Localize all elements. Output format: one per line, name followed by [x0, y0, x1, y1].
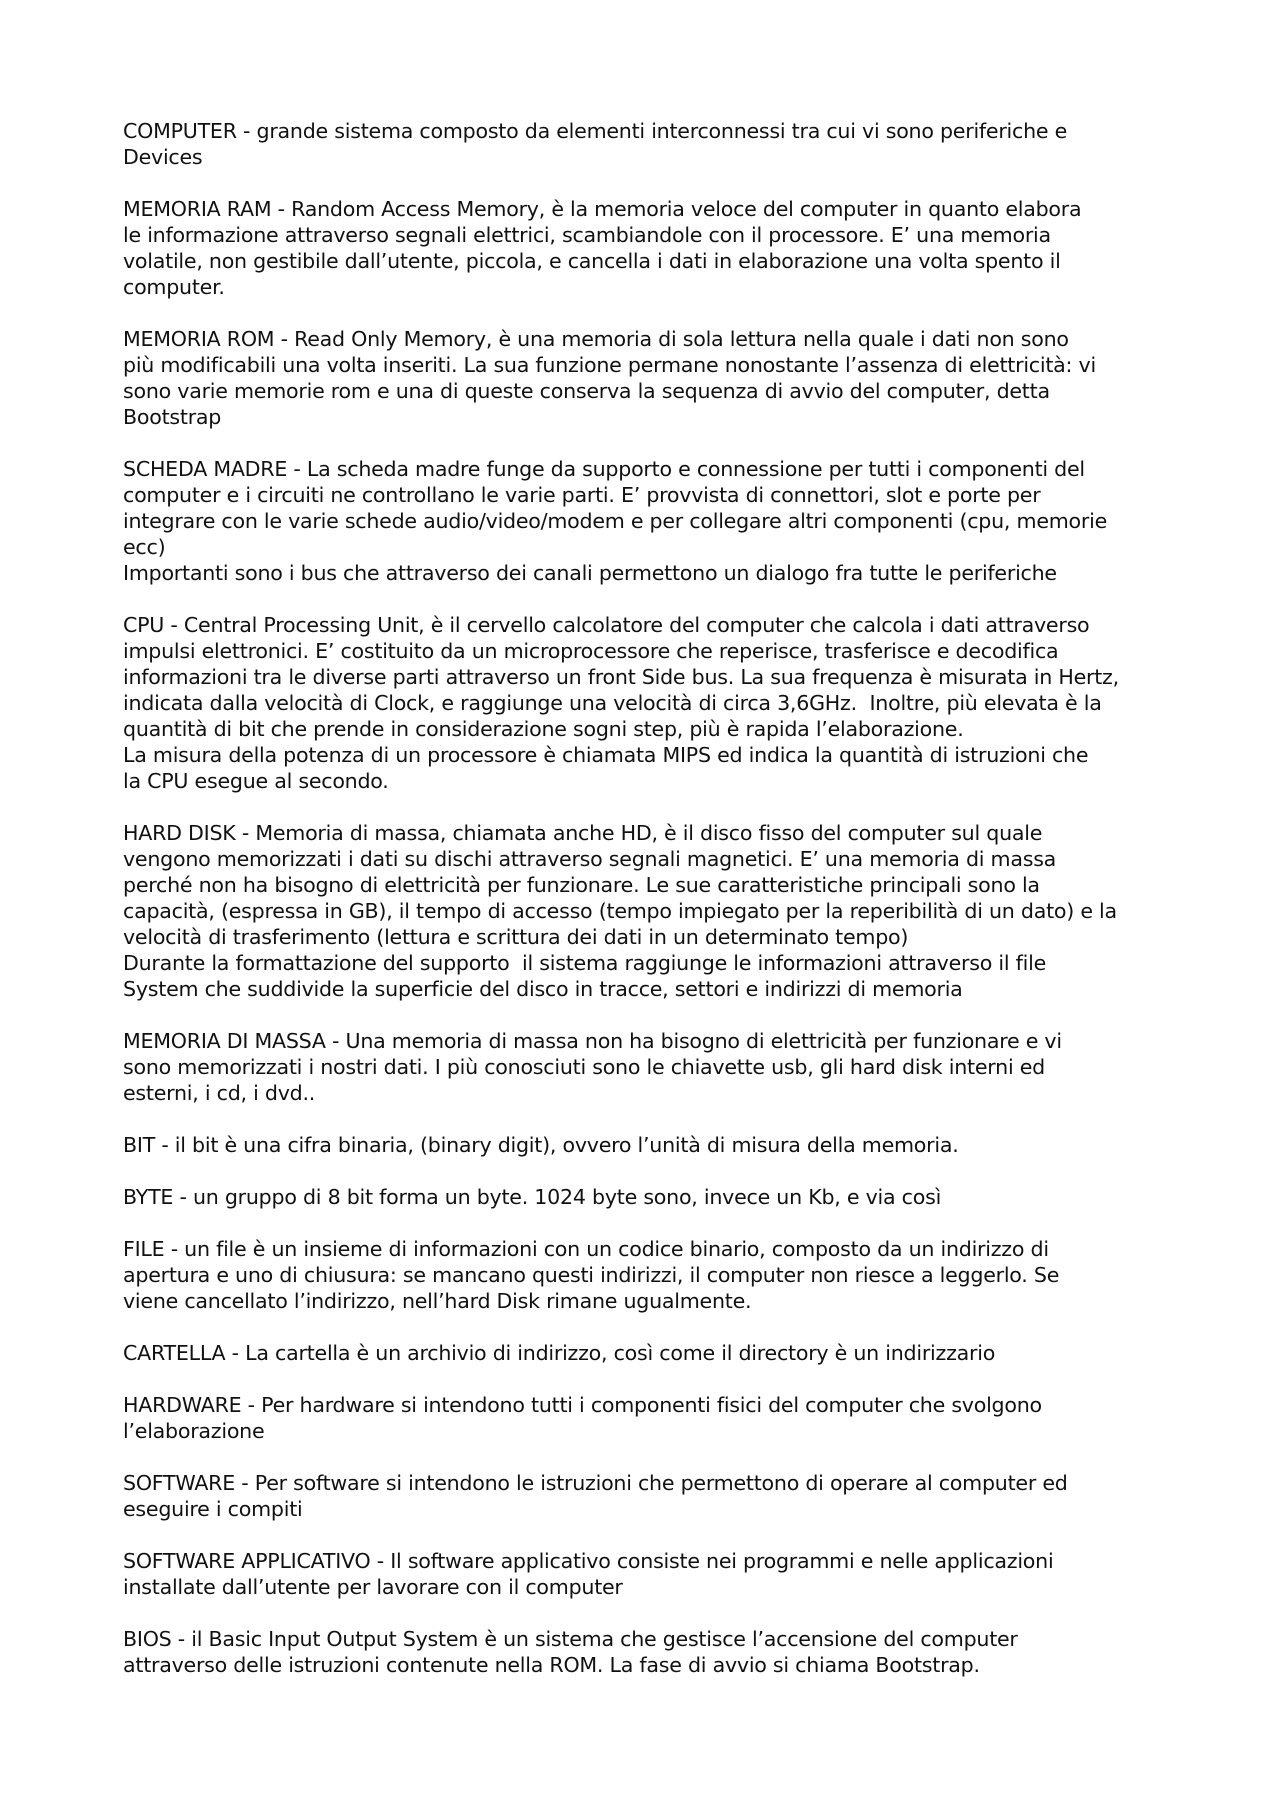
- text-line: computer.: [123, 275, 225, 299]
- entry-cartella: [123, 1340, 1173, 1366]
- text-line: Bootstrap: [123, 405, 222, 429]
- text-line: BIT - il bit è una cifra binaria, (binary digit), ovvero l’unità di misura della memoria.: [123, 1133, 959, 1157]
- entry-computer: [123, 118, 1173, 170]
- text-line: informazioni tra le diverse parti attraverso un front Side bus. La sua frequenza è misurata in Hertz,: [123, 665, 1119, 689]
- entry-scheda-madre: [123, 456, 1173, 586]
- text-line: HARDWARE - Per hardware si intendono tutti i componenti fisici del computer che svolgono: [123, 1393, 1042, 1417]
- document-page: [123, 118, 1173, 1704]
- text-line: CARTELLA - La cartella è un archivio di indirizzo, così come il directory è un indirizzario: [123, 1341, 996, 1365]
- text-line: impulsi elettronici. E’ costituito da un microprocessore che reperisce, trasferisce e decodifica: [123, 639, 1059, 663]
- entry-memoria-di-massa: [123, 1028, 1173, 1106]
- text-line: System che suddivide la superficie del disco in tracce, settori e indirizzi di memoria: [123, 977, 963, 1001]
- text-line: MEMORIA DI MASSA - Una memoria di massa non ha bisogno di elettricità per funzionare e vi: [123, 1029, 1062, 1053]
- entry-file: [123, 1236, 1173, 1314]
- text-line: viene cancellato l’indirizzo, nell’hard Disk rimane ugualmente.: [123, 1289, 752, 1313]
- entry-cpu: [123, 612, 1173, 794]
- text-line: sono memorizzati i nostri dati. I più conosciuti sono le chiavette usb, gli hard disk interni ed: [123, 1055, 1045, 1079]
- entry-hard-disk: [123, 820, 1173, 1002]
- text-line: volatile, non gestibile dall’utente, piccola, e cancella i dati in elaborazione una volta spento il: [123, 249, 1061, 273]
- entry-memoria-ram: [123, 196, 1173, 300]
- text-line: sono varie memorie rom e una di queste conserva la sequenza di avvio del computer, detta: [123, 379, 1050, 403]
- text-line: Importanti sono i bus che attraverso dei canali permettono un dialogo fra tutte le periferiche: [123, 561, 1057, 585]
- text-line: Devices: [123, 145, 203, 169]
- text-line: Durante la formattazione del supporto il sistema raggiunge le informazioni attraverso il file: [123, 951, 1046, 975]
- text-line: la CPU esegue al secondo.: [123, 769, 389, 793]
- text-line: installate dall’utente per lavorare con il computer: [123, 1575, 623, 1599]
- entry-byte: [123, 1184, 1173, 1210]
- text-line: BIOS - il Basic Input Output System è un sistema che gestisce l’accensione del computer: [123, 1627, 1018, 1651]
- text-line: ecc): [123, 535, 166, 559]
- text-line: l’elaborazione: [123, 1419, 265, 1443]
- entry-software-applicativo: [123, 1548, 1173, 1600]
- text-line: BYTE - un gruppo di 8 bit forma un byte. 1024 byte sono, invece un Kb, e via così: [123, 1185, 942, 1209]
- text-line: le informazione attraverso segnali elettrici, scambiandole con il processore. E’ una memoria: [123, 223, 1051, 247]
- text-line: SOFTWARE APPLICATIVO - Il software applicativo consiste nei programmi e nelle applicazioni: [123, 1549, 1054, 1573]
- text-line: FILE - un file è un insieme di informazioni con un codice binario, composto da un indirizzo di: [123, 1237, 1049, 1261]
- text-line: attraverso delle istruzioni contenute nella ROM. La fase di avvio si chiama Bootstrap.: [123, 1653, 980, 1677]
- text-line: quantità di bit che prende in considerazione sogni step, più è rapida l’elaborazione.: [123, 717, 964, 741]
- text-line: HARD DISK - Memoria di massa, chiamata anche HD, è il disco fisso del computer sul quale: [123, 821, 1043, 845]
- text-line: apertura e uno di chiusura: se mancano questi indirizzi, il computer non riesce a leggerlo. Se: [123, 1263, 1060, 1287]
- text-line: vengono memorizzati i dati su dischi attraverso segnali magnetici. E’ una memoria di massa: [123, 847, 1057, 871]
- text-line: integrare con le varie schede audio/video/modem e per collegare altri componenti (cpu, memorie: [123, 509, 1108, 533]
- text-line: COMPUTER - grande sistema composto da elementi interconnessi tra cui vi sono periferiche e: [123, 119, 1068, 143]
- text-line: eseguire i compiti: [123, 1497, 303, 1521]
- text-line: capacità, (espressa in GB), il tempo di accesso (tempo impiegato per la reperibilità di un dato) e la: [123, 899, 1117, 923]
- text-line: SOFTWARE - Per software si intendono le istruzioni che permettono di operare al computer ed: [123, 1471, 1068, 1495]
- entry-hardware: [123, 1392, 1173, 1444]
- entry-bios: [123, 1626, 1173, 1678]
- text-line: computer e i circuiti ne controllano le varie parti. E’ provvista di connettori, slot e porte per: [123, 483, 1041, 507]
- text-line: velocità di trasferimento (lettura e scrittura dei dati in un determinato tempo): [123, 925, 909, 949]
- entry-memoria-rom: [123, 326, 1173, 430]
- text-line: SCHEDA MADRE - La scheda madre funge da supporto e connessione per tutti i componenti del: [123, 457, 1085, 481]
- text-line: CPU - Central Processing Unit, è il cervello calcolatore del computer che calcola i dati attraverso: [123, 613, 1090, 637]
- text-line: esterni, i cd, i dvd..: [123, 1081, 316, 1105]
- text-line: MEMORIA ROM - Read Only Memory, è una memoria di sola lettura nella quale i dati non sono: [123, 327, 1069, 351]
- text-line: perché non ha bisogno di elettricità per funzionare. Le sue caratteristiche principali sono la: [123, 873, 1040, 897]
- text-line: La misura della potenza di un processore è chiamata MIPS ed indica la quantità di istruzioni che: [123, 743, 1089, 767]
- entry-bit: [123, 1132, 1173, 1158]
- text-line: indicata dalla velocità di Clock, e raggiunge una velocità di circa 3,6GHz. Inoltre, più elevata è la: [123, 691, 1102, 715]
- text-line: più modificabili una volta inseriti. La sua funzione permane nonostante l’assenza di elettricità: vi: [123, 353, 1096, 377]
- entry-software: [123, 1470, 1173, 1522]
- text-line: MEMORIA RAM - Random Access Memory, è la memoria veloce del computer in quanto elabora: [123, 197, 1082, 221]
